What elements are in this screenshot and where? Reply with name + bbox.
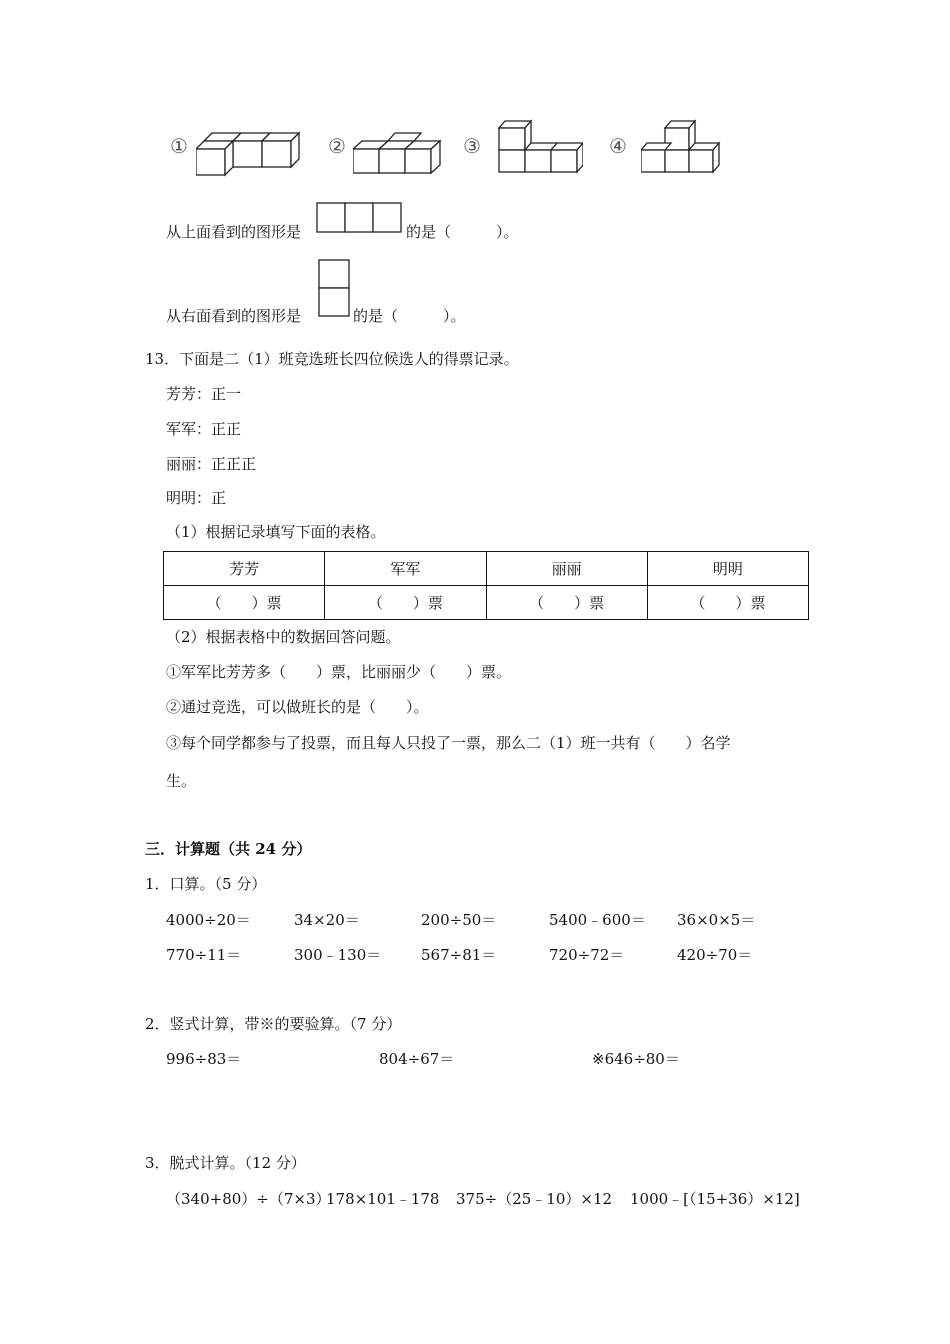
q13-question-b: ②通过竞选，可以做班长的是（ ）。 [166,698,429,716]
record-fangfang: 芳芳：正一 [166,385,242,403]
record-mingming: 明明：正 [166,489,227,507]
oral-item: 720÷72＝ [549,946,625,964]
figure-label-1: ① [170,134,188,158]
cube-figure-2 [353,130,445,176]
oral-item: 420÷70＝ [677,946,753,964]
q13-part2: （2）根据表格中的数据回答问题。 [166,628,401,646]
q13-part1: （1）根据记录填写下面的表格。 [166,523,386,541]
oral-item: 200÷50＝ [421,911,497,929]
oral-item: 5400﹣600＝ [549,911,646,929]
top-view-prompt: 从上面看到的图形是 [166,223,302,241]
table-cell: （ ）票 [486,586,647,620]
record-lili: 丽丽：正正正 [166,455,257,473]
table-cell: （ ）票 [647,586,808,620]
right-view-answer: 的是（ ）。 [353,307,466,325]
table-cell: （ ）票 [325,586,486,620]
oral-item: 36×0×5＝ [677,911,756,929]
right-view-shape [318,259,351,319]
top-view-answer: 的是（ ）。 [406,223,519,241]
section3-title: 三．计算题（共 24 分） [145,840,312,858]
right-view-prompt: 从右面看到的图形是 [166,307,302,325]
oral-title: 1．口算。（5 分） [145,875,267,893]
table-header: 军军 [325,552,486,586]
table-header: 明明 [647,552,808,586]
vertical-item: ※646÷80＝ [592,1050,680,1068]
cube-figure-4 [641,118,725,176]
oral-item: 34×20＝ [294,911,360,929]
cube-figure-3 [497,118,583,176]
cube-figure-1 [196,130,300,178]
oral-item: 770÷11＝ [166,946,242,964]
stepwise-title: 3．脱式计算。（12 分） [145,1154,306,1172]
table-cell: （ ）票 [164,586,325,620]
q13-title: 13．下面是二（1）班竞选班长四位候选人的得票记录。 [145,350,519,368]
stepwise-item: 1000﹣[（15+36）×12] [630,1190,800,1208]
record-junjun: 军军：正正 [166,420,242,438]
q13-question-a: ①军军比芳芳多（ ）票，比丽丽少（ ）票。 [166,663,512,681]
figure-label-2: ② [328,134,346,158]
vertical-item: 996÷83＝ [166,1050,242,1068]
table-header: 丽丽 [486,552,647,586]
stepwise-item: （340+80）÷（7×3） [166,1190,331,1208]
stepwise-item: 178×101﹣178 [326,1190,440,1208]
vertical-title: 2．竖式计算，带※的要验算。（7 分） [145,1015,402,1033]
stepwise-item: 375÷（25﹣10）×12 [456,1190,613,1208]
table-header-row [164,552,809,586]
figure-label-3: ③ [463,134,481,158]
figure-label-4: ④ [609,134,627,158]
oral-item: 300﹣130＝ [294,946,382,964]
oral-item: 4000÷20＝ [166,911,251,929]
table-header: 芳芳 [164,552,325,586]
vote-table [163,551,809,620]
vertical-item: 804÷67＝ [379,1050,455,1068]
table-row [164,586,809,620]
top-view-shape [316,202,404,234]
oral-item: 567÷81＝ [421,946,497,964]
q13-question-c-cont: 生。 [166,772,197,790]
q13-question-c: ③每个同学都参与了投票，而且每人只投了一票，那么二（1）班一共有（ ）名学 [166,734,731,752]
